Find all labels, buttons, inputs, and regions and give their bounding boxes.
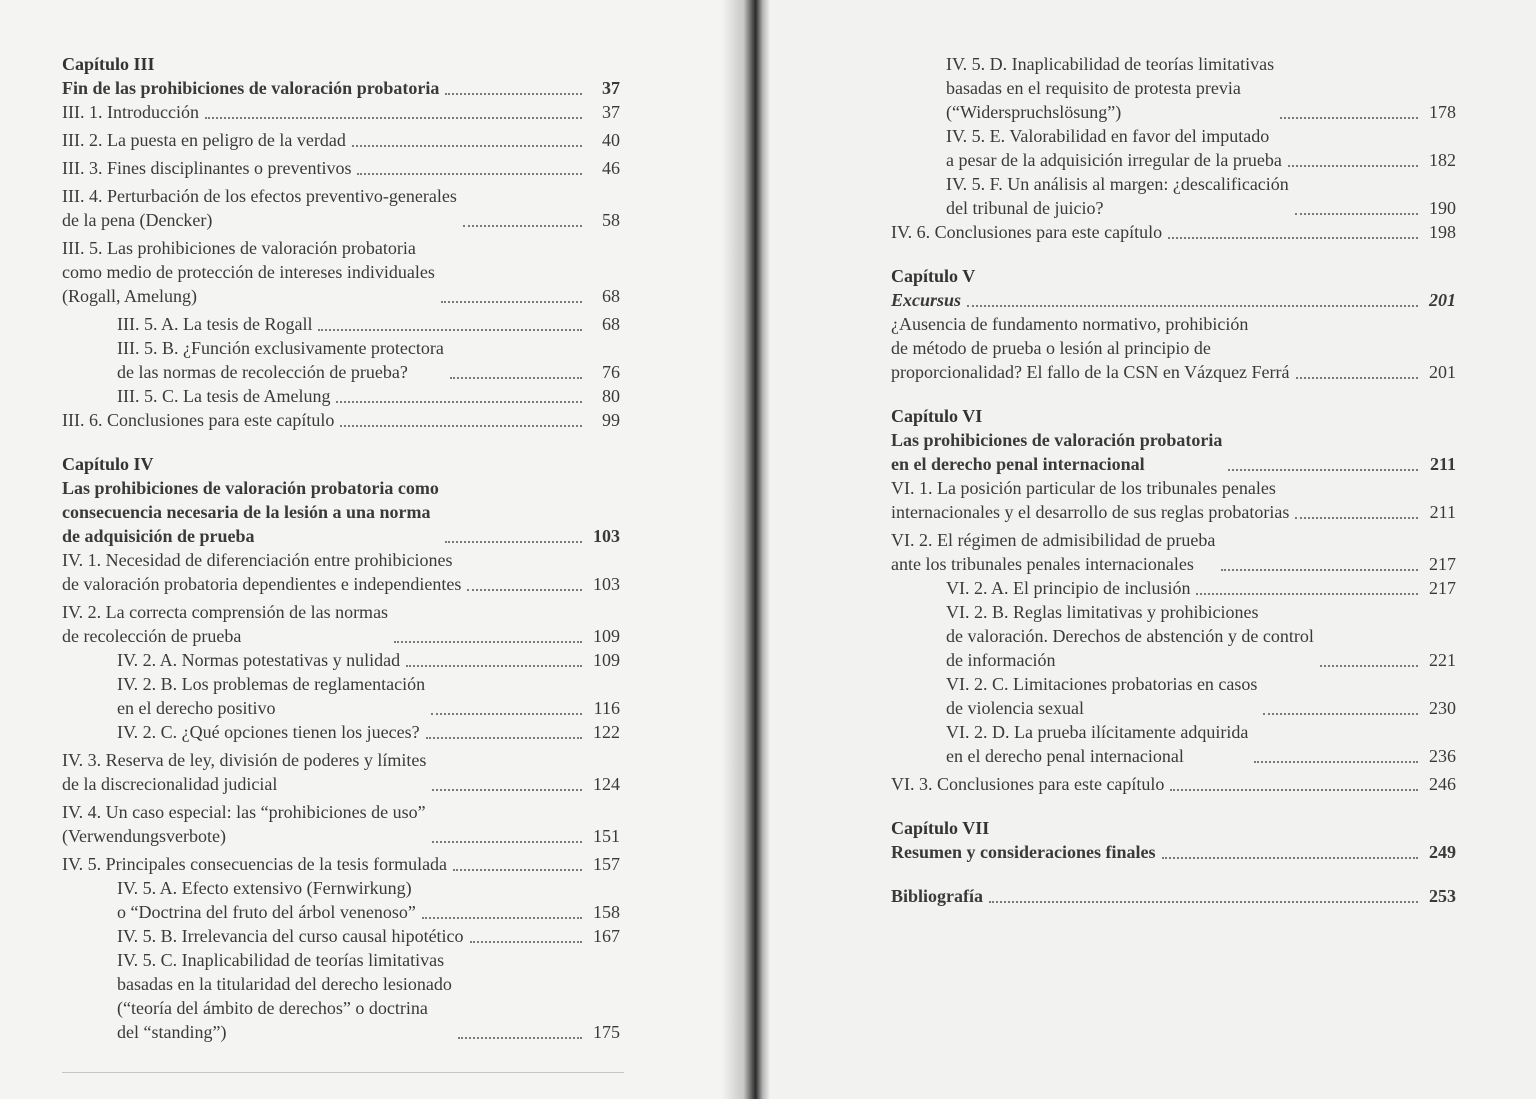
dot-leader [463, 224, 582, 227]
toc-entry[interactable] [891, 672, 1456, 720]
toc-page-number: 68 [602, 314, 620, 334]
toc-page-number: 190 [1429, 198, 1456, 218]
dot-leader [1228, 468, 1418, 471]
toc-entry[interactable] [62, 800, 620, 848]
dot-leader [458, 1036, 582, 1039]
toc-entry[interactable] [62, 336, 620, 384]
toc-entry[interactable] [891, 720, 1456, 768]
toc-entry-title: VI. 3. Conclusiones para este capítulo [891, 774, 1165, 794]
toc-entry-title: IV. 5. E. Valorabilidad en favor del imputado a pesar de la adquisición irregular de la prueba [946, 126, 1282, 170]
toc-left-column [62, 52, 620, 1064]
chapter-label: Capítulo IV [62, 454, 154, 474]
toc-page-number: 80 [602, 386, 620, 406]
toc-chapter-group [891, 816, 1456, 864]
toc-entry-title: VI. 2. D. La prueba ilícitamente adquirida en el derecho penal internacional [946, 722, 1249, 766]
toc-entry-title: Excursus [891, 290, 962, 310]
dot-leader [318, 328, 582, 331]
toc-entry[interactable] [62, 720, 620, 744]
toc-entry-title: IV. 5. D. Inaplicabilidad de teorías limitativas basadas en el requisito de protesta previa (“Widerspruchslösung”) [946, 54, 1275, 122]
toc-entry[interactable] [891, 52, 1456, 124]
toc-page-number: 246 [1429, 774, 1456, 794]
toc-entry[interactable] [62, 384, 620, 408]
dot-leader [205, 116, 582, 119]
toc-chapter-group [891, 404, 1456, 796]
dot-leader [967, 304, 1418, 307]
dot-leader [470, 940, 582, 943]
toc-page-number: 103 [593, 574, 620, 594]
toc-entry[interactable] [62, 852, 620, 876]
dot-leader [450, 376, 582, 379]
toc-page-number: 68 [602, 286, 620, 306]
chapter-label: Capítulo VI [891, 406, 983, 426]
toc-page-number: 37 [602, 78, 620, 98]
toc-entry-title: Bibliografía [891, 886, 984, 906]
toc-entry[interactable] [891, 172, 1456, 220]
toc-entry-title: IV. 2. La correcta comprensión de las normas de recolección de prueba [62, 602, 389, 646]
toc-entry-title: IV. 5. Principales consecuencias de la tesis formulada [62, 854, 448, 874]
dot-leader [1263, 712, 1418, 715]
dot-leader [431, 712, 582, 715]
toc-page-number: 201 [1429, 362, 1456, 382]
toc-entry-title: III. 4. Perturbación de los efectos preventivo-generales de la pena (Dencker) [62, 186, 457, 230]
toc-page-number: 109 [593, 650, 620, 670]
toc-page-number: 217 [1429, 578, 1456, 598]
toc-entry[interactable] [891, 124, 1456, 172]
toc-entry[interactable] [891, 428, 1456, 476]
toc-entry-title: III. 5. Las prohibiciones de valoración probatoria como medio de protección de intereses individuales (Rogall, Amelung) [62, 238, 435, 306]
toc-page-number: 211 [1429, 454, 1456, 474]
toc-entry-title: VI. 2. El régimen de admisibilidad de prueba ante los tribunales penales internacionales [891, 530, 1216, 574]
toc-entry[interactable] [62, 236, 620, 308]
toc-entry[interactable] [891, 288, 1456, 312]
toc-chapter-group [891, 884, 1456, 908]
toc-chapter-group [891, 264, 1456, 384]
toc-page-number: 122 [593, 722, 620, 742]
toc-entry-title: IV. 5. C. Inaplicabilidad de teorías limitativas basadas en la titularidad del derecho lesionado (“teoría del ámbito de derechos” o doctrina del “standing”) [117, 950, 452, 1042]
toc-page-number: 253 [1429, 886, 1456, 906]
toc-entry[interactable] [891, 884, 1456, 908]
toc-page-number: 175 [593, 1022, 620, 1042]
toc-entry[interactable] [62, 76, 620, 100]
toc-entry[interactable] [62, 924, 620, 948]
toc-page-number: 158 [593, 902, 620, 922]
toc-entry[interactable] [891, 600, 1456, 672]
toc-entry-title: III. 2. La puesta en peligro de la verdad [62, 130, 346, 150]
toc-page-number: 157 [593, 854, 620, 874]
toc-entry-title: III. 5. B. ¿Función exclusivamente protectora de las normas de recolección de prueba? [117, 338, 444, 382]
book-gutter-shadow [722, 0, 770, 1099]
toc-entry[interactable] [62, 748, 620, 796]
toc-page-number: 151 [593, 826, 620, 846]
chapter-label: Capítulo III [62, 54, 155, 74]
toc-entry-title: VI. 1. La posición particular de los tribunales penales internacionales y el desarrollo de sus reglas probatorias [891, 478, 1290, 522]
dot-leader [989, 900, 1418, 903]
toc-entry[interactable] [62, 548, 620, 596]
dot-leader [1254, 760, 1418, 763]
toc-entry-title: IV. 2. C. ¿Qué opciones tienen los jueces? [117, 722, 420, 742]
toc-entry[interactable] [891, 476, 1456, 524]
dot-leader [1170, 788, 1418, 791]
toc-entry[interactable] [62, 876, 620, 924]
toc-page-number: 109 [593, 626, 620, 646]
toc-entry-title: VI. 2. C. Limitaciones probatorias en casos de violencia sexual [946, 674, 1258, 718]
toc-entry-title: Las prohibiciones de valoración probatoria en el derecho penal internacional [891, 430, 1223, 474]
left-page [0, 0, 752, 1099]
toc-entry[interactable] [891, 220, 1456, 244]
toc-entry-title: Resumen y consideraciones finales [891, 842, 1156, 862]
toc-entry-title: VI. 2. B. Reglas limitativas y prohibiciones de valoración. Derechos de abstención y de control de información [946, 602, 1314, 670]
dot-leader [441, 300, 582, 303]
toc-entry[interactable] [62, 184, 620, 232]
toc-page-number: 178 [1429, 102, 1456, 122]
toc-page-number: 99 [602, 410, 620, 430]
toc-entry[interactable] [62, 312, 620, 336]
toc-page-number: 198 [1429, 222, 1456, 242]
dot-leader [340, 424, 582, 427]
toc-entry[interactable] [62, 156, 620, 180]
dot-leader [394, 640, 582, 643]
toc-entry-title: IV. 5. B. Irrelevancia del curso causal hipotético [117, 926, 464, 946]
toc-entry[interactable] [891, 576, 1456, 600]
toc-page-number: 249 [1429, 842, 1456, 862]
dot-leader [1196, 592, 1418, 595]
toc-entry-title: ¿Ausencia de fundamento normativo, prohibición de método de prueba o lesión al principio de proporcionalidad? El fallo de la CSN en Vázquez Ferrá [891, 314, 1290, 382]
toc-page-number: 116 [593, 698, 620, 718]
dot-leader [1162, 856, 1419, 859]
toc-page-number: 124 [593, 774, 620, 794]
toc-entry-title: IV. 5. A. Efecto extensivo (Fernwirkung) o “Doctrina del fruto del árbol venenoso” [117, 878, 416, 922]
dot-leader [336, 400, 582, 403]
toc-entry-title: III. 5. C. La tesis de Amelung [117, 386, 331, 406]
toc-entry[interactable] [891, 312, 1456, 384]
dot-leader [1280, 116, 1418, 119]
toc-page-number: 167 [593, 926, 620, 946]
dot-leader [1320, 664, 1418, 667]
dot-leader [1288, 164, 1418, 167]
dot-leader [1296, 376, 1418, 379]
toc-page-number: 182 [1429, 150, 1456, 170]
toc-entry[interactable] [62, 128, 620, 152]
toc-entry-title: IV. 4. Un caso especial: las “prohibiciones de uso” (Verwendungsverbote) [62, 802, 426, 846]
toc-entry[interactable] [62, 648, 620, 672]
toc-entry-title: III. 1. Introducción [62, 102, 199, 122]
toc-page-number: 37 [602, 102, 620, 122]
chapter-label: Capítulo VII [891, 818, 990, 838]
toc-entry-title: III. 3. Fines disciplinantes o preventivos [62, 158, 352, 178]
dot-leader [1295, 516, 1418, 519]
toc-entry-title: IV. 6. Conclusiones para este capítulo [891, 222, 1163, 242]
toc-entry[interactable] [62, 100, 620, 124]
dot-leader [406, 664, 582, 667]
toc-entry[interactable] [62, 408, 620, 432]
toc-chapter-group [891, 52, 1456, 244]
toc-page-number: 230 [1429, 698, 1456, 718]
dot-leader [1221, 568, 1418, 571]
toc-page-number: 76 [602, 362, 620, 382]
toc-entry-title: III. 5. A. La tesis de Rogall [117, 314, 313, 334]
toc-entry-title: Fin de las prohibiciones de valoración probatoria [62, 78, 440, 98]
toc-entry-title: Las prohibiciones de valoración probatoria como consecuencia necesaria de la lesión a una norma de adquisición de prueba [62, 478, 439, 546]
dot-leader [1168, 236, 1418, 239]
toc-entry[interactable] [891, 772, 1456, 796]
dot-leader [426, 736, 582, 739]
chapter-label: Capítulo V [891, 266, 976, 286]
toc-entry[interactable] [891, 840, 1456, 864]
toc-right-column [891, 52, 1456, 928]
toc-entry[interactable] [62, 672, 620, 720]
toc-entry-title: VI. 2. A. El principio de inclusión [946, 578, 1191, 598]
toc-page-number: 103 [593, 526, 620, 546]
toc-entry-title: III. 6. Conclusiones para este capítulo [62, 410, 335, 430]
toc-entry[interactable] [62, 600, 620, 648]
page-footer-rule [62, 1072, 624, 1073]
dot-leader [432, 840, 582, 843]
toc-entry[interactable] [62, 476, 620, 548]
toc-page-number: 217 [1429, 554, 1456, 574]
dot-leader [445, 92, 582, 95]
dot-leader [1295, 212, 1418, 215]
dot-leader [357, 172, 582, 175]
dot-leader [467, 588, 582, 591]
toc-page-number: 46 [602, 158, 620, 178]
toc-page-number: 40 [602, 130, 620, 150]
dot-leader [352, 144, 582, 147]
toc-entry[interactable] [891, 528, 1456, 576]
toc-chapter-group [62, 452, 620, 1044]
dot-leader [445, 540, 582, 543]
toc-page-number: 211 [1429, 502, 1456, 522]
toc-entry-title: IV. 5. F. Un análisis al margen: ¿descalificación del tribunal de juicio? [946, 174, 1289, 218]
toc-chapter-group [62, 52, 620, 432]
toc-entry-title: IV. 2. B. Los problemas de reglamentación en el derecho positivo [117, 674, 426, 718]
toc-entry-title: IV. 1. Necesidad de diferenciación entre prohibiciones de valoración probatoria dependientes e independientes [62, 550, 462, 594]
toc-entry-title: IV. 3. Reserva de ley, división de poderes y límites de la discrecionalidad judicial [62, 750, 427, 794]
toc-page-number: 221 [1429, 650, 1456, 670]
dot-leader [453, 868, 582, 871]
dot-leader [432, 788, 582, 791]
toc-entry-title: IV. 2. A. Normas potestativas y nulidad [117, 650, 401, 670]
toc-entry[interactable] [62, 948, 620, 1044]
dot-leader [422, 916, 582, 919]
toc-page-number: 201 [1429, 290, 1456, 310]
toc-page-number: 58 [602, 210, 620, 230]
toc-page-number: 236 [1429, 746, 1456, 766]
